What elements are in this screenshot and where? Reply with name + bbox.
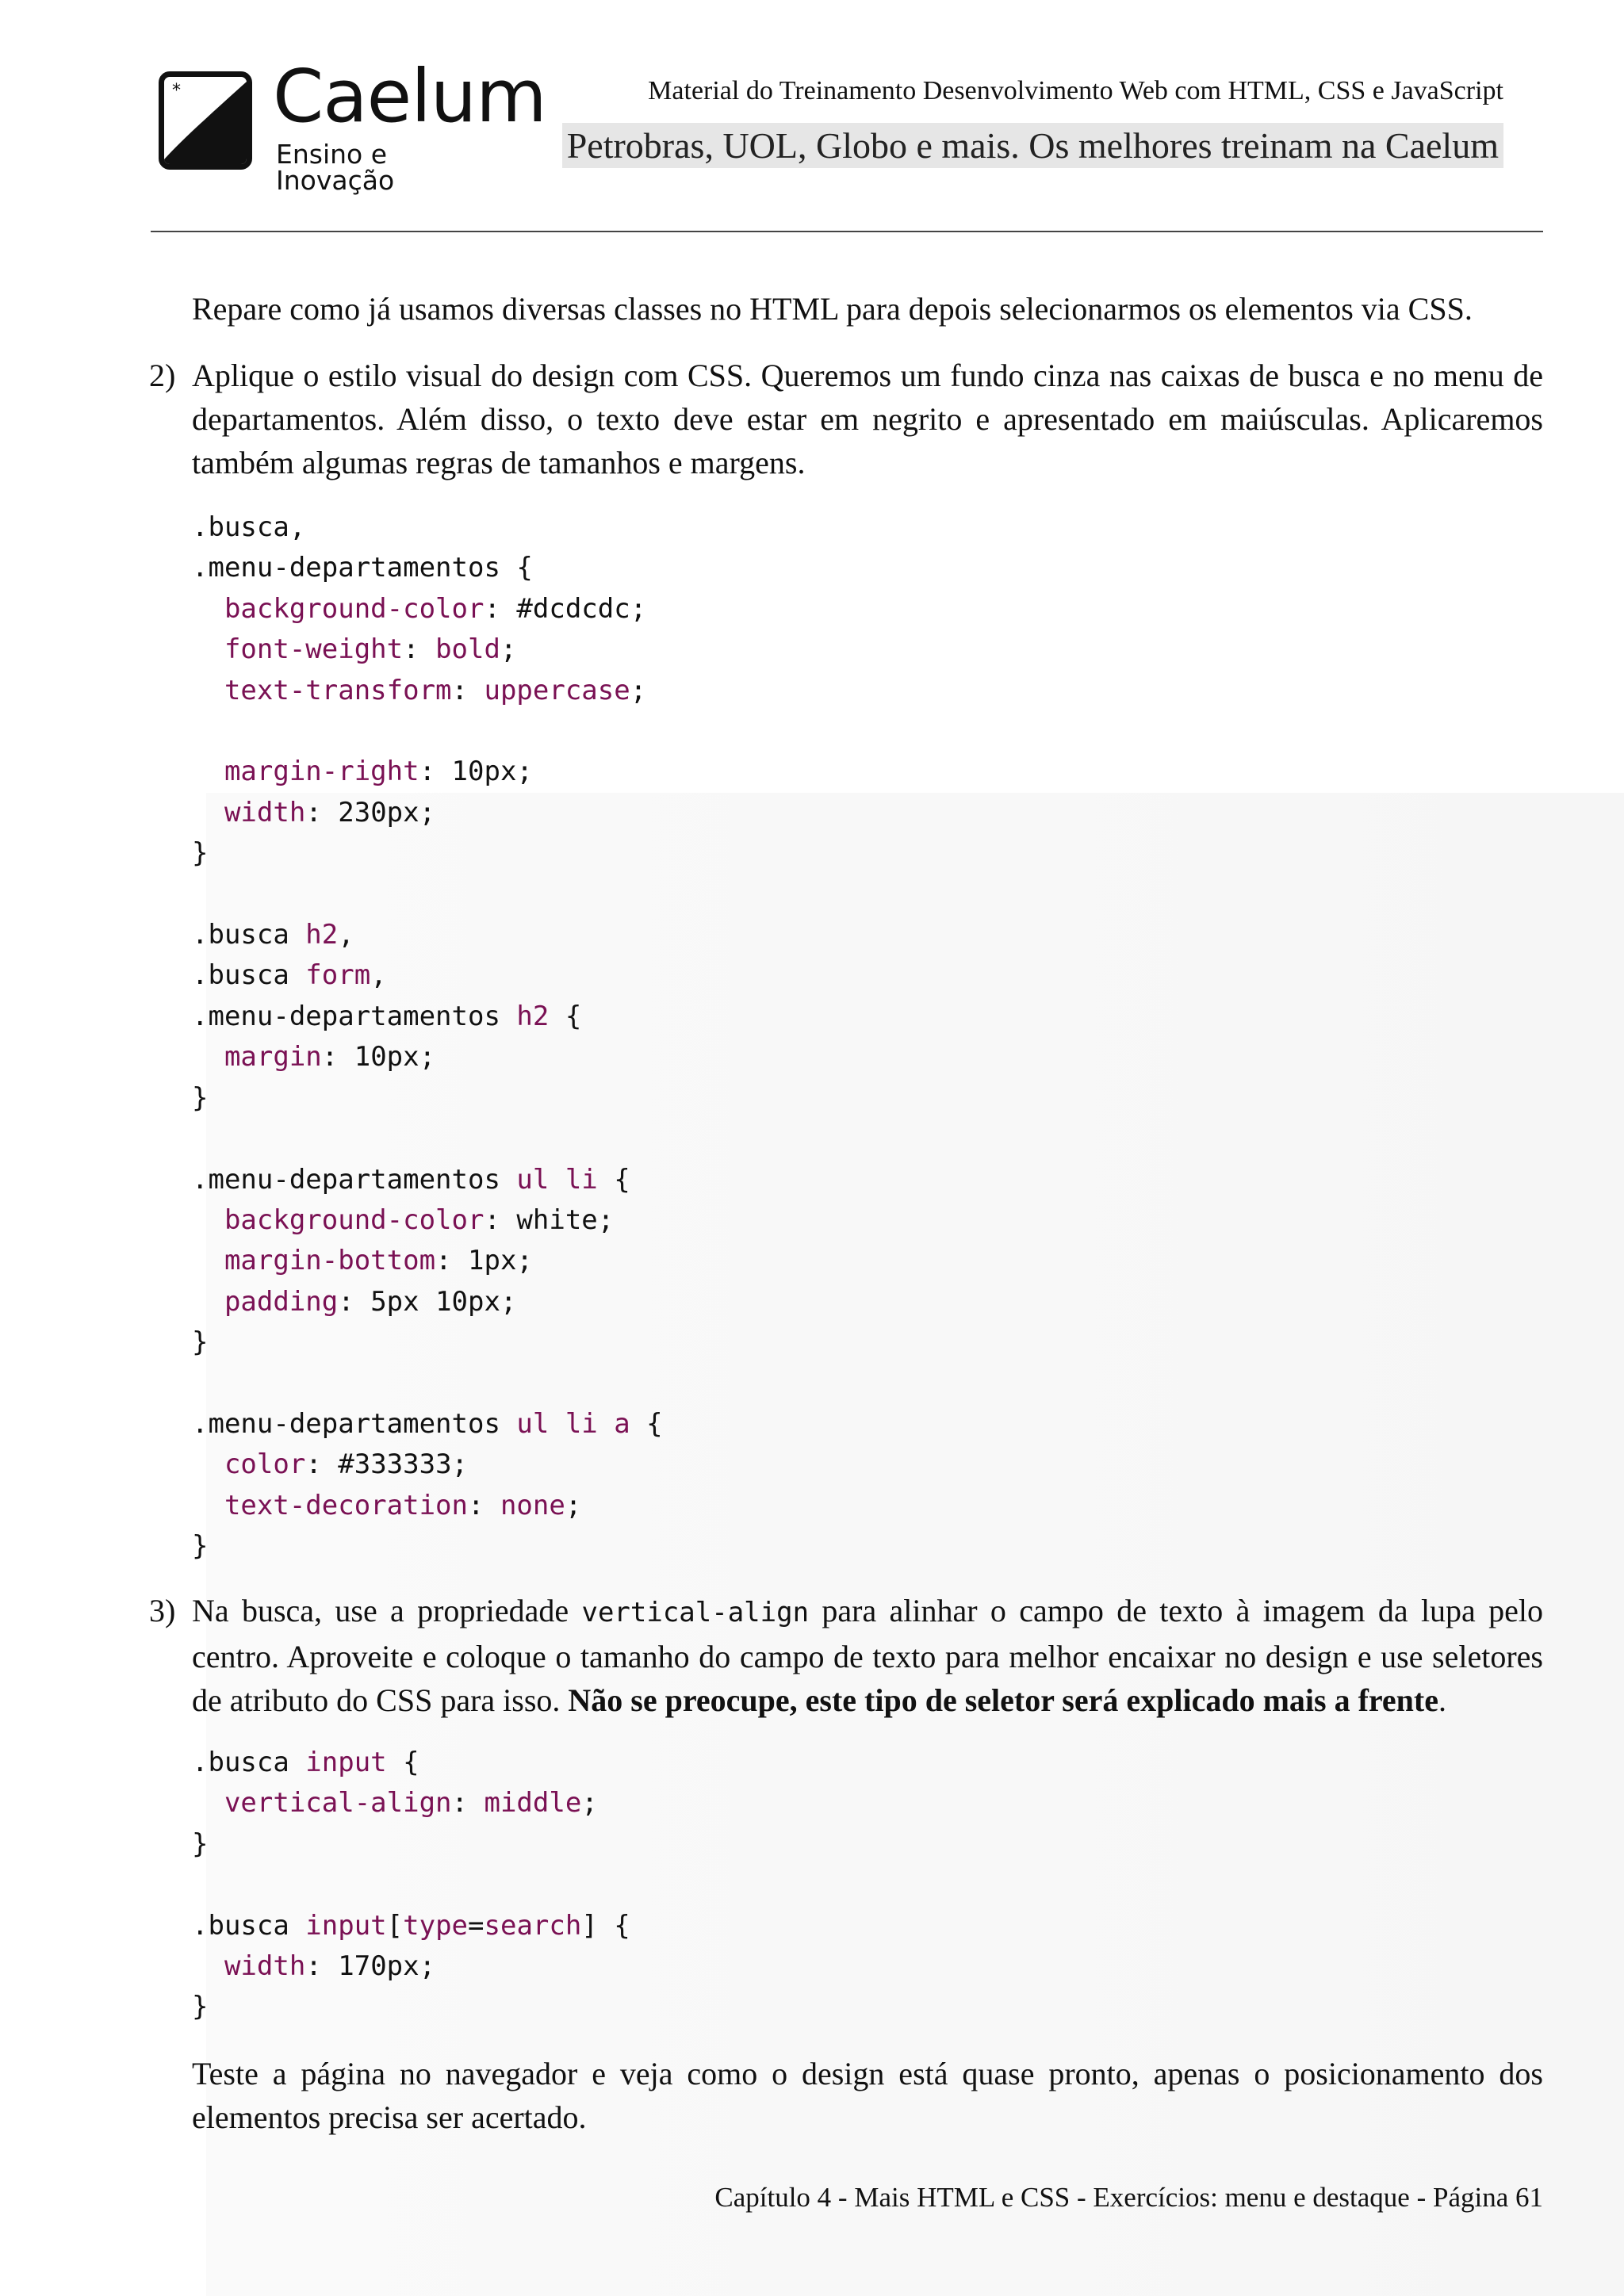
code-text: .busca, xyxy=(192,511,306,543)
code-keyword: margin-right xyxy=(224,756,419,788)
code-text: .menu-departamentos xyxy=(192,1163,517,1196)
step-2 xyxy=(149,354,1543,484)
code-line xyxy=(192,711,663,752)
code-keyword: search xyxy=(484,1909,582,1942)
header-title: Material do Treinamento Desenvolvimento Web com HTML, CSS e JavaScript xyxy=(648,76,1503,105)
code-text: .menu-departamentos xyxy=(192,1407,517,1440)
code-keyword: input xyxy=(305,1909,387,1942)
step-2-number: 2) xyxy=(149,358,176,393)
code-text: , xyxy=(338,919,354,951)
code-text: { xyxy=(549,1000,582,1032)
code-text: = xyxy=(468,1909,485,1942)
code-line xyxy=(192,1160,663,1200)
code-text xyxy=(192,756,224,787)
code-text: } xyxy=(192,1991,209,2023)
code-text: : xyxy=(451,1787,485,1820)
code-text xyxy=(192,1286,224,1318)
code-text: : xyxy=(468,1489,500,1521)
code-keyword: type xyxy=(403,1909,469,1942)
code-line xyxy=(192,793,663,833)
code-keyword: font-weight xyxy=(224,633,404,666)
code-line xyxy=(192,1526,663,1567)
code-text: : 10px; xyxy=(321,1041,436,1073)
code-text: .busca xyxy=(192,959,306,992)
code-text: } xyxy=(192,1827,209,1860)
code-line xyxy=(192,1078,663,1119)
code-text xyxy=(192,675,224,706)
step-3-end: . xyxy=(1438,1682,1446,1718)
code-line xyxy=(192,1743,630,1783)
code-text: : xyxy=(403,633,436,666)
code-keyword: bold xyxy=(435,633,500,666)
logo-mark-icon xyxy=(159,71,252,170)
code-text: .menu-departamentos { xyxy=(192,552,533,584)
code-line xyxy=(192,915,663,955)
code-text: : 5px 10px; xyxy=(338,1285,517,1318)
logo-subtitle: Ensino e Inovação xyxy=(276,139,395,196)
svg-text:*: * xyxy=(172,81,181,101)
code-text: [ xyxy=(386,1909,404,1942)
code-line xyxy=(192,874,663,915)
code-line xyxy=(192,1364,663,1404)
code-text: : 230px; xyxy=(305,796,436,828)
step-3-number: 3) xyxy=(149,1593,176,1628)
code-text: .menu-departamentos xyxy=(192,1000,517,1032)
code-text: : 170px; xyxy=(305,1950,436,1983)
code-line xyxy=(192,1322,663,1363)
code-text: ] { xyxy=(581,1909,630,1942)
code-keyword: vertical-align xyxy=(224,1787,452,1820)
code-keyword: input xyxy=(305,1747,387,1778)
code-line xyxy=(192,1783,630,1823)
code-text xyxy=(192,593,224,625)
step-3-bold-note: Não se preocupe, este tipo de seletor será explicado mais a frente xyxy=(568,1682,1438,1718)
code-text: ; xyxy=(581,1787,598,1820)
logo-name: Caelum xyxy=(273,54,546,139)
code-keyword: middle xyxy=(484,1787,582,1820)
code-keyword: ul li xyxy=(516,1163,598,1196)
code-line xyxy=(192,1946,630,1987)
code-text: .busca xyxy=(192,1747,306,1778)
code-line xyxy=(192,1282,663,1322)
code-text: } xyxy=(192,1326,209,1359)
code-keyword: form xyxy=(305,959,371,992)
code-keyword: color xyxy=(224,1448,306,1481)
code-text: { xyxy=(630,1407,663,1440)
code-text: .busca xyxy=(192,1909,306,1942)
code-keyword: margin xyxy=(224,1041,322,1073)
code-keyword: text-transform xyxy=(224,674,452,706)
code-text xyxy=(192,1787,224,1819)
code-line xyxy=(192,1824,630,1865)
code-keyword: width xyxy=(224,1950,306,1983)
code-text: } xyxy=(192,1081,209,1114)
code-keyword: background-color xyxy=(224,592,485,625)
code-keyword: text-decoration xyxy=(224,1489,468,1521)
code-line xyxy=(192,629,663,670)
code-line xyxy=(192,752,663,792)
caelum-logo xyxy=(155,54,546,196)
code-text: ; xyxy=(630,674,647,706)
code-text: ; xyxy=(500,633,517,666)
step-2-text: Aplique o estilo visual do design com CSS. Queremos um fundo cinza nas caixas de busca e no menu de departamentos. Além disso, o texto deve estar em negrito e apresentado em maiúsculas. Aplicaremos também algumas regras de tamanhos e margens. xyxy=(192,358,1543,480)
code-text: , xyxy=(370,959,387,992)
page-footer: Capítulo 4 - Mais HTML e CSS - Exercícios: menu e destaque - Página 61 xyxy=(714,2182,1543,2213)
code-text: .busca xyxy=(192,919,306,951)
step-3-inline-code: vertical-align xyxy=(581,1597,810,1628)
code-text xyxy=(192,1204,224,1236)
code-text: : 10px; xyxy=(419,756,533,788)
code-text xyxy=(192,1041,224,1073)
code-line xyxy=(192,833,663,874)
code-text: } xyxy=(192,837,209,870)
code-line xyxy=(192,1486,663,1526)
code-line xyxy=(192,1445,663,1485)
code-line xyxy=(192,671,663,711)
code-block-2 xyxy=(192,1743,630,2028)
code-line xyxy=(192,1200,663,1241)
closing-paragraph: Teste a página no navegador e veja como o design está quase pronto, apenas o posicionamento dos elementos precisa ser acertado. xyxy=(192,2056,1543,2135)
code-line xyxy=(192,1987,630,2027)
code-keyword: padding xyxy=(224,1285,339,1318)
code-keyword: ul li a xyxy=(516,1407,630,1440)
code-text xyxy=(192,1448,224,1480)
code-line xyxy=(192,955,663,996)
code-block-1 xyxy=(192,507,663,1567)
code-keyword: margin-bottom xyxy=(224,1245,436,1277)
code-text: { xyxy=(386,1747,419,1778)
code-line xyxy=(192,1865,630,1905)
code-text xyxy=(192,1490,224,1521)
code-line xyxy=(192,1241,663,1281)
code-keyword: none xyxy=(500,1489,565,1521)
code-keyword: h2 xyxy=(516,1000,550,1032)
code-text: ; xyxy=(565,1489,582,1521)
code-text: } xyxy=(192,1530,209,1563)
code-text: { xyxy=(597,1163,630,1196)
code-text: : 1px; xyxy=(435,1245,533,1277)
code-text xyxy=(192,1245,224,1276)
code-line xyxy=(192,1037,663,1077)
code-line xyxy=(192,1119,663,1159)
code-line xyxy=(192,1404,663,1445)
code-keyword: h2 xyxy=(305,919,339,951)
intro-paragraph: Repare como já usamos diversas classes no HTML para depois selecionarmos os elementos via CSS. xyxy=(192,291,1473,327)
code-line xyxy=(192,548,663,588)
code-line xyxy=(192,589,663,629)
code-text xyxy=(192,633,224,665)
code-text: : xyxy=(451,674,485,706)
step-3 xyxy=(149,1589,1544,1722)
code-text xyxy=(192,797,224,828)
code-text xyxy=(192,1950,224,1982)
header-tagline: Petrobras, UOL, Globo e mais. Os melhores treinam na Caelum xyxy=(562,123,1503,168)
code-keyword: width xyxy=(224,796,306,828)
code-line xyxy=(192,997,663,1037)
step-3-text-after: para alinhar o campo de texto à imagem da lupa pelo centro. Aproveite e coloque o tamanho do campo de texto para melhor encaixar no design e use seletores de atributo do CSS para isso. xyxy=(192,1593,1544,1718)
step-3-text-before: Na busca, use a propriedade xyxy=(192,1593,582,1628)
code-keyword: background-color xyxy=(224,1203,485,1236)
code-text: : #333333; xyxy=(305,1448,469,1481)
code-text: : #dcdcdc; xyxy=(484,592,647,625)
code-text: : white; xyxy=(484,1203,615,1236)
code-line xyxy=(192,507,663,548)
code-keyword: uppercase xyxy=(484,674,630,706)
header-divider xyxy=(151,231,1543,232)
code-line xyxy=(192,1906,630,1946)
